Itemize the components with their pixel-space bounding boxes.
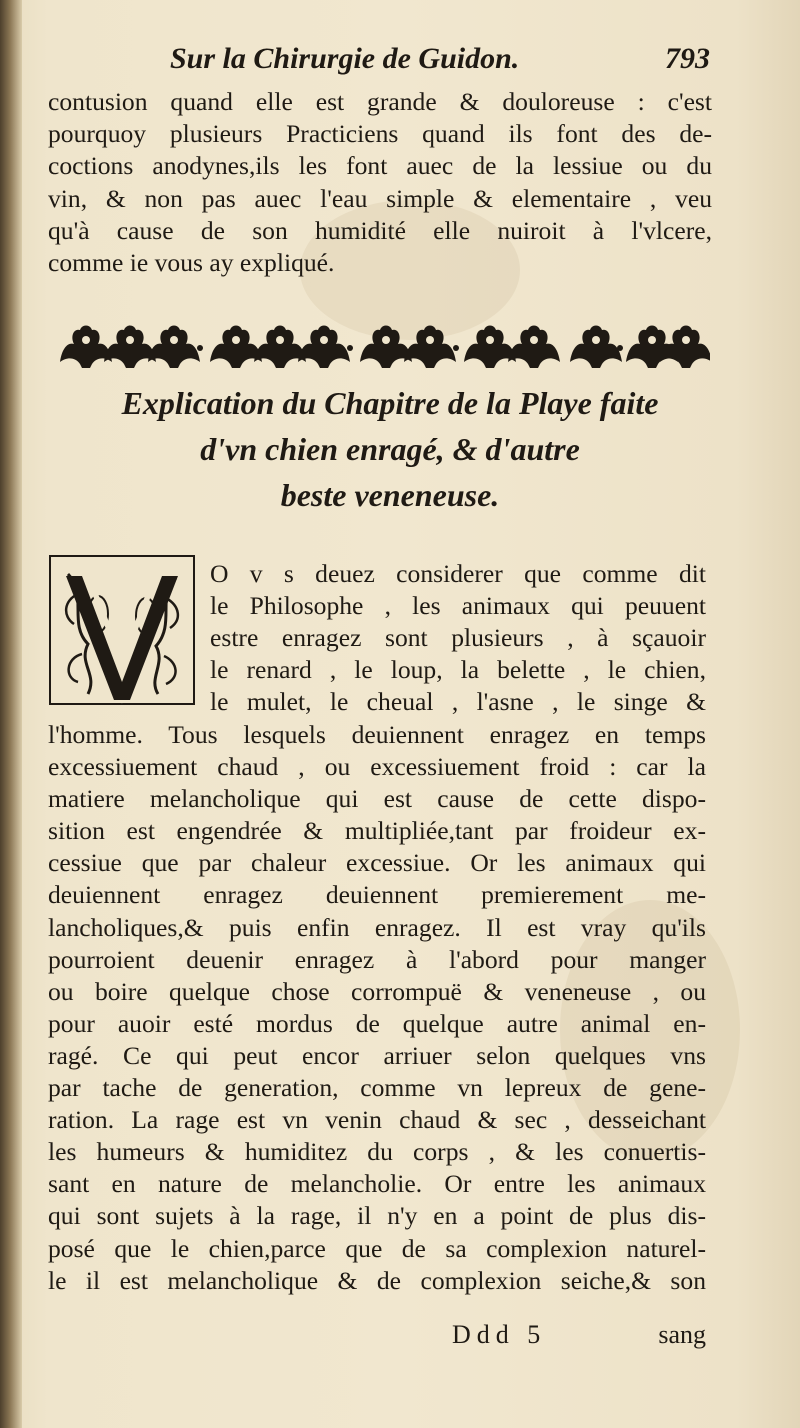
text-line: pourquoy plusieurs Practiciens quand ils font des de- [48,119,712,149]
text-line: excessiuement chaud , ou excessiuement froid : car la [48,752,706,782]
text-line: le renard , le loup, la belette , le chien, [210,655,706,685]
text-line: sant en nature de melancholie. Or entre les animaux [48,1169,706,1199]
page-binding-edge [0,0,22,1428]
page-footer [440,1320,706,1356]
paragraph-body [48,719,706,1297]
text-line: O v s deuez considerer que comme dit [210,559,706,588]
text-line: posé que le chien,parce que de sa complexion naturel- [48,1233,706,1263]
decorated-initial-v [48,554,196,706]
fleuron-ornament-band [60,322,710,372]
catchword: sang [658,1320,706,1349]
text-line: deuiennent enragez deuiennent premierement me- [48,880,706,910]
text-line: qui sont sujets à la rage, il n'y en a point de plus dis- [48,1201,706,1231]
paragraph-continued [48,86,712,279]
running-title: Sur la Chirurgie de Guidon. [170,42,520,75]
text-line: sition est engendrée & multipliée,tant par froideur ex- [48,816,706,846]
signature-mark: Ddd 5 [452,1320,547,1349]
chapter-heading-line: beste veneneuse. [280,477,500,513]
text-line: lancholiques,& puis enfin enragez. Il est vray qu'ils [48,912,706,942]
text-line: ration. La rage est vn venin chaud & sec , desseichant [48,1105,706,1135]
paragraph-opening [210,558,706,718]
text-line: vin, & non pas auec l'eau simple & elementaire , veu [48,183,712,213]
text-line: ou boire quelque chose corrompuë & veneneuse , ou [48,976,706,1006]
text-line: ragé. Ce qui peut encor arriuer selon quelques vns [48,1040,706,1070]
page-number: 793 [665,42,710,75]
text-line: pour auoir esté mordus de quelque autre animal en- [48,1008,706,1038]
text-line: pourroient deuenir enragez à l'abord pour manger [48,944,706,974]
running-header [170,42,710,86]
text-line: contusion quand elle est grande & douloreuse : c'est [48,87,712,116]
text-line: par tache de generation, comme vn lepreux de gene- [48,1073,706,1103]
chapter-heading [60,380,720,518]
dropcap-letter: V [121,704,123,705]
text-line: comme ie vous ay expliqué. [48,247,335,277]
text-line: l'homme. Tous lesquels deuiennent enragez en temps [48,720,706,749]
text-line: matiere melancholique qui est cause de cette dispo- [48,784,706,814]
chapter-heading-line: d'vn chien enragé, & d'autre [200,431,580,467]
text-line: estre enragez sont plusieurs , à sçauoir [210,623,706,653]
text-line: le Philosophe , les animaux qui peuuent [210,591,706,621]
chapter-heading-line: Explication du Chapitre de la Playe faite [121,385,659,421]
text-line: qu'à cause de son humidité elle nuiroit à l'vlcere, [48,215,712,245]
text-line: le mulet, le cheual , l'asne , le singe & [210,687,706,717]
text-line: coctions anodynes,ils les font auec de la lessiue ou du [48,151,712,181]
text-line: cessiue que par chaleur excessiue. Or les animaux qui [48,848,706,878]
text-line: les humeurs & humiditez du corps , & les conuertis- [48,1137,706,1167]
text-line: le il est melancholique & de complexion seiche,& son [48,1265,706,1295]
